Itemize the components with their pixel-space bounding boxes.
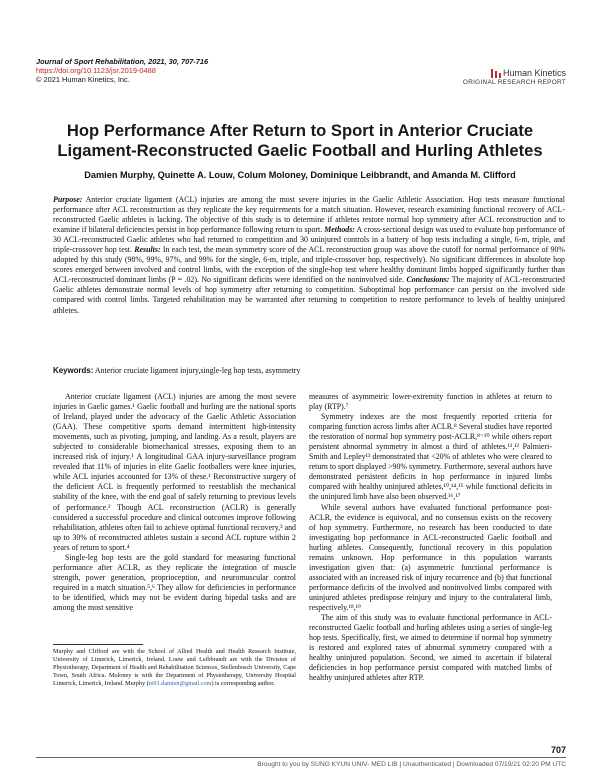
- author-list: Damien Murphy, Quinette A. Louw, Colum Moloney, Dominique Leibbrandt, and Amanda M. Clifford: [84, 170, 516, 180]
- body-column-right: [309, 392, 552, 683]
- conclusions-text: The majority of ACL-reconstructed Gaelic athletes demonstrate normal levels of hop symmetry after returning to competition. Suboptimal hop performance can persist on the involved side compared with control limbs. Targeted rehabilitation may be warranted after returning to competition to restore performance to levels of healthy uninjured athletes.: [53, 275, 565, 315]
- affiliation-footnote: Murphy and Clifford are with the School of Allied Health and Health Research Institute, University of Limerick, Limerick, Ireland. Louw and Leibbrandt are with the Division of Physiotherapy, Department of Health and Rehabilitation Sciences, Stellenbosch University, Cape Town, South Africa. Moloney is with the Department of Physiotherapy, University Hospital Limerick, Limerick, Ireland. Murphy (m91.damien@gmail.com) is corresponding author.: [53, 648, 296, 687]
- doi-link[interactable]: https://doi.org/10.1123/jsr.2019-0488: [36, 66, 156, 75]
- paragraph: While several authors have evaluated functional performance post-ACLR, the evidence is equivocal, and no consensus exists on the recovery of hop symmetry. Furthermore, no research has been conducted to date investigating hop performance in ACL-reconstructed Gaelic football and hurling athletes. Consequently, functional recovery in this population remains unknown. Hop performance in this population warrants investigation given that: (a) asymmetric functional performance is associated with an increased risk of injury recurrence and (b) that functional performance deficits of the involved and noninvolved limbs compared with uninjured athletes predispose reinjury and injury to the contralateral limb, respectively.¹⁸,¹⁹: [309, 502, 552, 612]
- keywords-text: Anterior cruciate ligament injury,single-leg hop tests, asymmetry: [94, 366, 301, 375]
- keywords: [53, 366, 565, 375]
- results-label: Results:: [134, 245, 161, 255]
- paragraph: Symmetry indexes are the most frequently reported criteria for comparing function across limbs after ACLR.⁸ Several studies have reported the restoration of normal hop symmetry post-ACLR,⁸⁻¹⁰ while others report persistent abnormal symmetry in almost a third of athletes.¹¹,¹² Palmieri-Smith and Lepley¹³ demonstrated that <20% of athletes who were cleared to return to sport displayed >90% symmetry. Furthermore, several authors have demonstrated persistent deficits in hop performance in injured limbs compared with healthy uninjured athletes,¹⁰,¹⁴,¹⁵ while functional deficits in the uninjured limb have also been observed.¹⁶,¹⁷: [309, 412, 552, 502]
- publisher-name: Human Kinetics: [463, 68, 566, 78]
- corresponding-email[interactable]: m91.damien@gmail.com: [148, 680, 212, 687]
- publisher-block: [463, 68, 566, 86]
- paragraph: measures of asymmetric lower-extremity function in athletes at return to play (RTP).⁷: [309, 392, 552, 412]
- report-type: ORIGINAL RESEARCH REPORT: [462, 79, 566, 87]
- methods-label: Methods:: [324, 225, 355, 235]
- results-text: In each test, the mean symmetry score of the ACL reconstruction group was above the cutoff for normal performance of 90% adopted by this study (98%, 99%, 97%, and 99% for the single, 6-m, triple, and triple-crossover hop, respectively). No significant differences in absolute hop scores emerged between involved and control limbs, with the exception of the single-hop test where healthy dominant limbs hopped significantly further than ACL-reconstructed dominant limbs (P = .02). No significant deficits were identified on the noninvolved side.: [53, 245, 565, 285]
- purpose-text: Anterior cruciate ligament (ACL) injuries are among the most severe injuries in the Gaelic Athletic Association. Hop tests measure functional performance after ACL reconstruction as they replicate the key requirements for a match situation. However, research examining functional recovery of ACL-reconstructed Gaelic athletes is lacking. The objective of this study is to determine if athletes restore normal hop symmetry after ACL reconstruction and to examine if bilateral deficiencies persist in hop performance following return to sport.: [53, 195, 565, 235]
- page-number: 707: [550, 745, 566, 755]
- journal-citation: Journal of Sport Rehabilitation, 2021, 30, 707-716: [36, 57, 209, 66]
- methods-text: A cross-sectional design was used to evaluate hop performance of 30 ACL-reconstructed Gaelic athletes who had returned to competition and 30 uninjured controls in a battery of hop tests including a single, 6-m, triple, and triple-crossover hop test.: [53, 225, 565, 255]
- purpose-label: Purpose:: [53, 195, 83, 204]
- paragraph: The aim of this study was to evaluate functional performance in ACL-reconstructed Gaelic football and hurling athletes using a series of single-leg hop tests. Specifically, first, we aimed to determine if normal hop symmetry is restored and explored rates of abnormal symmetry compared with a healthy uninjured population. Second, we aimed to ascertain if bilateral deficiencies in hop performance persist compared with matched limbs of healthy uninjured athletes after RTP.: [309, 613, 552, 683]
- abstract: [53, 195, 565, 316]
- body-column-left: [53, 392, 296, 613]
- keywords-label: Keywords:: [53, 366, 94, 375]
- footer-divider: [36, 757, 566, 758]
- copyright: © 2021 Human Kinetics, Inc.: [36, 75, 130, 84]
- download-notice: Brought to you by SUNG KYUN UNIV- MED LIB | Unauthenticated | Downloaded 07/19/21 02:20 PM UTC: [257, 761, 566, 768]
- article-title: Hop Performance After Return to Sport in Anterior Cruciate Ligament-Reconstructed Gaelic Football and Hurling Athletes: [57, 121, 543, 160]
- footnote-divider: [53, 644, 143, 645]
- conclusions-label: Conclusions:: [406, 275, 450, 285]
- paragraph: Anterior cruciate ligament (ACL) injuries are among the most severe injuries in Gaelic games.¹ Gaelic football and hurling are the national sports of Ireland, played under the advocacy of the Gaelic Athletic Association (GAA). These competitive sports demand intermittent high-intensity movements, such as pivoting, jumping, and landing. As a result, players are subjected to considerable biomechanical stresses, exposing them to an increased risk of injury.¹ A longitudinal GAA injury-surveillance program revealed that 11% of injuries in elite Gaelic footballers were knee injuries, while ACL injuries accounted for 13% of these.¹ Reconstructive surgery of the deficient ACL is frequently performed to reestablish the mechanical stability of the knee, with the end goal of safely returning to previous levels of performance.² Though ACL reconstruction (ACLR) is generally considered a successful procedure and clinical outcomes improve following rehabilitation, athletes often fail to achieve optimal functional recovery,³ and up to 30% of reconstructed athletes sustain a second ACL rupture within 2 years of return to sport.⁴: [53, 392, 296, 552]
- paragraph: Single-leg hop tests are the gold standard for measuring functional performance after ACLR, as they replicate the integration of muscle strength, power generation, proprioception, and neuromuscular control required in a match situation.⁵,⁶ They allow for deficiencies in performance to be identified, which may not be evident during bipedal tasks and are among the most sensitive: [53, 552, 296, 612]
- journal-header: [36, 57, 208, 84]
- human-kinetics-logo-icon: [491, 69, 501, 78]
